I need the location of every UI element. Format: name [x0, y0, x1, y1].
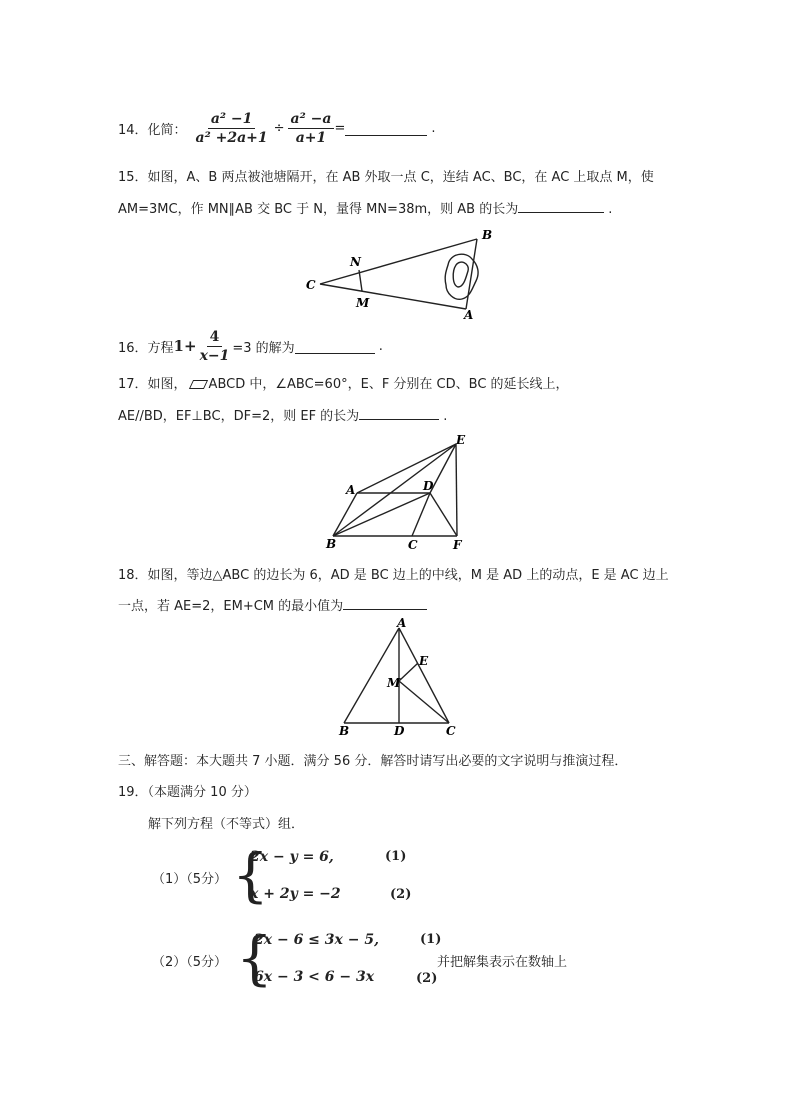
q19-part2-eq2: 6x − 3 < 6 − 3x [254, 969, 375, 985]
q18-label-e: E [419, 654, 429, 668]
q17-label-a: A [346, 483, 356, 497]
segment-de [430, 444, 456, 493]
q14 [118, 108, 435, 148]
q14-frac1-numerator: a² −1 [208, 111, 256, 129]
q15-label-b: B [482, 228, 493, 242]
parallelogram-icon [188, 380, 207, 389]
q19-part1-eq1-num: (1) [385, 849, 407, 864]
q17-line-2 [118, 405, 447, 424]
q18-label-a: A [397, 616, 407, 630]
segment-me [399, 663, 418, 681]
q15-figure [300, 225, 493, 322]
segment-ca [320, 284, 466, 309]
q16-suffix: =3 的解为 [232, 340, 295, 356]
q16-end: . [378, 338, 383, 354]
q17-label-d: D [423, 479, 434, 493]
q17-label-c: C [408, 538, 418, 552]
q15-end: . [608, 202, 613, 217]
pond-outline [445, 254, 478, 299]
q14-end: . [431, 120, 436, 136]
q19-part2-eq1: 2x − 6 ≤ 3x − 5, [254, 932, 379, 948]
q15-answer-blank[interactable] [518, 199, 604, 213]
segment-ef [456, 444, 457, 536]
q17-label-b: B [326, 537, 337, 551]
q17-line-2-text: AE//BD，EF⊥BC，DF=2，则 EF 的长为 [118, 409, 360, 424]
q14-frac2-denominator: a+1 [295, 129, 327, 146]
pond-inner [453, 262, 468, 287]
q18-label-b: B [339, 724, 350, 738]
q14-number: 14．化简： [118, 122, 187, 138]
q18-label-d: D [394, 724, 405, 738]
q19-part1-eq2-num: (2) [390, 887, 412, 902]
q18-figure [330, 615, 465, 740]
q17-answer-blank[interactable] [359, 406, 439, 420]
q16-numerator: 4 [207, 329, 223, 347]
q17-text-1: ABCD 中，∠ABC=60°，E、F 分别在 CD、BC 的延长线上， [208, 377, 569, 392]
q16-prefix: 16．方程 [118, 340, 174, 356]
q19-part1-label: （1）（5分） [152, 872, 228, 887]
q17-line-1 [118, 373, 569, 392]
q16-fraction [197, 329, 233, 364]
q16-answer-blank[interactable] [295, 339, 375, 354]
q14-answer-blank[interactable] [345, 121, 427, 136]
q17-end: . [443, 409, 448, 424]
q15-label-n: N [350, 255, 361, 269]
q14-frac1-denominator: a² +2a+1 [195, 129, 268, 146]
segment-mn [359, 270, 362, 291]
q17-label-f: F [453, 538, 462, 552]
q16-denominator: x−1 [199, 347, 230, 364]
q14-frac2-numerator: a² −a [288, 111, 335, 129]
segment-mc [399, 681, 449, 723]
q15-line-1: 15．如图，A、B 两点被池塘隔开，在 AB 外取一点 C，连结 AC、BC，在 AC 上取点 M，使 [118, 170, 654, 185]
q17-figure [320, 432, 480, 552]
q18-answer-blank[interactable] [343, 596, 427, 610]
q14-divide-sign: ÷ [273, 120, 285, 136]
segment-ab [333, 493, 357, 536]
q18-line-2-text: 一点，若 AE=2，EM+CM 的最小值为 [118, 599, 344, 614]
segment-df [430, 493, 457, 536]
q19-part2-eq2-num: (2) [416, 971, 438, 986]
q19-part1-brace: { [232, 841, 269, 909]
q19-header: 19．（本题满分 10 分） [118, 785, 257, 800]
q18-label-c: C [446, 724, 456, 738]
q14-equals: = [334, 120, 346, 136]
q17-prefix: 17．如图， [118, 377, 187, 392]
q15-line-2 [118, 198, 612, 217]
q19-part1-eq2: x + 2y = −2 [250, 886, 341, 902]
q15-label-a: A [464, 308, 474, 322]
q19-part1-eq1: 2x − y = 6, [250, 849, 334, 865]
q19-part2-note: 并把解集表示在数轴上 [437, 955, 568, 970]
q14-fraction-2 [288, 111, 335, 146]
q16-one-plus: 1+ [173, 337, 197, 355]
segment-ae [357, 444, 456, 493]
section-3-heading: 三、解答题：本大题共 7 小题．满分 56 分．解答时请写出必要的文字说明与推演过程． [118, 754, 628, 769]
q18-line-1: 18．如图，等边△ABC 的边长为 6，AD 是 BC 边上的中线，M 是 AD 上的动点，E 是 AC 边上 [118, 568, 669, 583]
q17-label-e: E [456, 433, 466, 447]
q14-fraction-1 [193, 111, 271, 146]
q19-part2-eq1-num: (1) [420, 932, 442, 947]
q18-line-2 [118, 595, 427, 614]
q15-line-2-text: AM=3MC，作 MN∥AB 交 BC 于 N，量得 MN=38m，则 AB 的长为 [118, 202, 519, 217]
q18-label-m: M [387, 676, 401, 690]
q15-label-c: C [306, 278, 316, 292]
q19-intro: 解下列方程（不等式）组． [148, 817, 305, 832]
q19-part2-label: （2）（5分） [152, 955, 228, 970]
q16 [118, 326, 383, 366]
segment-ac [399, 628, 449, 723]
q15-label-m: M [356, 296, 370, 310]
q19-part2-brace: { [236, 924, 273, 992]
